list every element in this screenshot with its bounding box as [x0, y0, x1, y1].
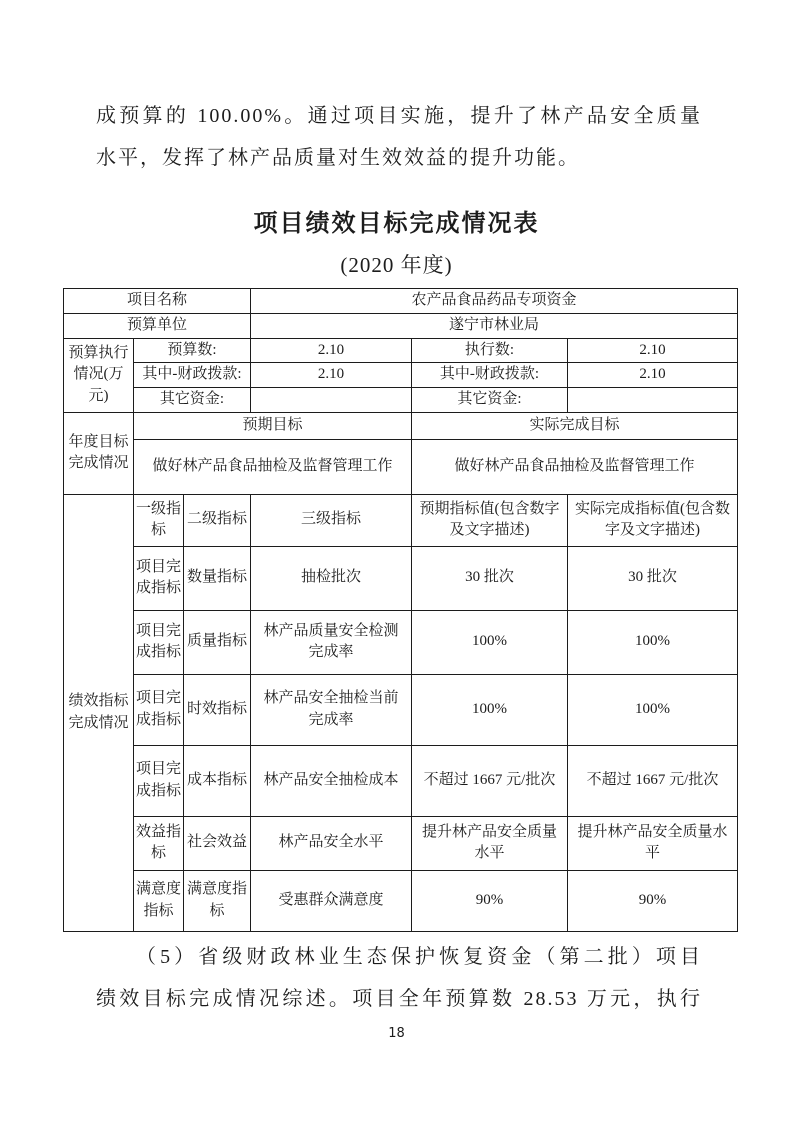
perf-cell: 提升林产品安全质量水平: [412, 816, 568, 870]
expected-goal-header-cell: 预期目标: [134, 412, 412, 439]
perf-header-cell: 三级指标: [251, 494, 412, 546]
perf-cell: 满意度指标: [134, 870, 184, 931]
perf-cell: 不超过 1667 元/批次: [568, 745, 738, 816]
perf-cell: 100%: [568, 674, 738, 745]
table-row: [64, 674, 738, 745]
perf-cell: 数量指标: [184, 546, 251, 610]
perf-cell: 100%: [568, 610, 738, 674]
budget-row-label-cell: 其中-财政拨款:: [134, 363, 251, 388]
perf-cell: 不超过 1667 元/批次: [412, 745, 568, 816]
bottom-paragraph-line-1: （5）省级财政林业生态保护恢复资金（第二批）项目: [136, 946, 702, 968]
perf-cell: 100%: [412, 674, 568, 745]
perf-cell: 项目完成指标: [134, 610, 184, 674]
perf-cell: 满意度指标: [184, 870, 251, 931]
perf-cell: 效益指标: [134, 816, 184, 870]
perf-cell: 质量指标: [184, 610, 251, 674]
table-row: [64, 388, 738, 413]
bottom-paragraph-line-2: 绩效目标完成情况综述。项目全年预算数 28.53 万元，执行: [96, 988, 702, 1010]
budget-unit-label-cell: 预算单位: [64, 313, 251, 338]
budget-row-value-cell: [251, 388, 412, 413]
perf-cell: 100%: [412, 610, 568, 674]
perf-header-cell: 实际完成指标值(包含数字及文字描述): [568, 494, 738, 546]
table-row: [64, 363, 738, 388]
budget-row-label-cell: 其它资金:: [412, 388, 568, 413]
perf-cell: 成本指标: [184, 745, 251, 816]
table-row: [64, 745, 738, 816]
table-row: [64, 412, 738, 439]
budget-row-value-cell: 2.10: [568, 363, 738, 388]
perf-cell: 林产品安全抽检成本: [251, 745, 412, 816]
table-row: [64, 546, 738, 610]
expected-goal-value-cell: 做好林产品食品抽检及监督管理工作: [134, 439, 412, 494]
perf-cell: 30 批次: [412, 546, 568, 610]
table-row: [64, 338, 738, 363]
perf-cell: 抽检批次: [251, 546, 412, 610]
performance-target-table: [63, 288, 738, 932]
table-subtitle-year: (2020 年度): [340, 253, 453, 277]
annual-goal-label-cell: 年度目标完成情况: [64, 412, 134, 494]
budget-row-label-cell: 执行数:: [412, 338, 568, 363]
perf-cell: 项目完成指标: [134, 546, 184, 610]
table-row: [64, 494, 738, 546]
perf-header-cell: 一级指标: [134, 494, 184, 546]
actual-goal-value-cell: 做好林产品食品抽检及监督管理工作: [412, 439, 738, 494]
table-row: [64, 870, 738, 931]
budget-row-label-cell: 其中-财政拨款:: [412, 363, 568, 388]
table-row: [64, 610, 738, 674]
perf-header-cell: 预期指标值(包含数字及文字描述): [412, 494, 568, 546]
perf-cell: 30 批次: [568, 546, 738, 610]
budget-unit-value-cell: 遂宁市林业局: [251, 313, 738, 338]
project-name-value-cell: 农产品食品药品专项资金: [251, 289, 738, 314]
table-row: [64, 289, 738, 314]
perf-cell: 林产品安全水平: [251, 816, 412, 870]
perf-cell: 项目完成指标: [134, 745, 184, 816]
budget-row-value-cell: 2.10: [251, 363, 412, 388]
perf-cell: 项目完成指标: [134, 674, 184, 745]
perf-cell: 受惠群众满意度: [251, 870, 412, 931]
top-paragraph-line-1: 成预算的 100.00%。通过项目实施，提升了林产品安全质量: [96, 105, 702, 127]
table-row: [64, 313, 738, 338]
budget-row-value-cell: 2.10: [251, 338, 412, 363]
budget-row-value-cell: 2.10: [568, 338, 738, 363]
perf-cell: 林产品质量安全检测完成率: [251, 610, 412, 674]
perf-header-cell: 二级指标: [184, 494, 251, 546]
table-row: [64, 816, 738, 870]
perf-cell: 时效指标: [184, 674, 251, 745]
table-title: 项目绩效目标完成情况表: [253, 210, 540, 237]
actual-goal-header-cell: 实际完成目标: [412, 412, 738, 439]
top-paragraph-line-2: 水平，发挥了林产品质量对生效效益的提升功能。: [96, 147, 580, 169]
perf-cell: 90%: [568, 870, 738, 931]
budget-row-value-cell: [568, 388, 738, 413]
perf-cell: 林产品安全抽检当前完成率: [251, 674, 412, 745]
project-name-label-cell: 项目名称: [64, 289, 251, 314]
budget-execution-label-cell: 预算执行情况(万元): [64, 338, 134, 412]
performance-section-label-cell: 绩效指标完成情况: [64, 494, 134, 931]
budget-row-label-cell: 其它资金:: [134, 388, 251, 413]
perf-cell: 90%: [412, 870, 568, 931]
table-row: [64, 439, 738, 494]
budget-row-label-cell: 预算数:: [134, 338, 251, 363]
perf-cell: 提升林产品安全质量水平: [568, 816, 738, 870]
page-number: 18: [388, 1026, 405, 1041]
perf-cell: 社会效益: [184, 816, 251, 870]
